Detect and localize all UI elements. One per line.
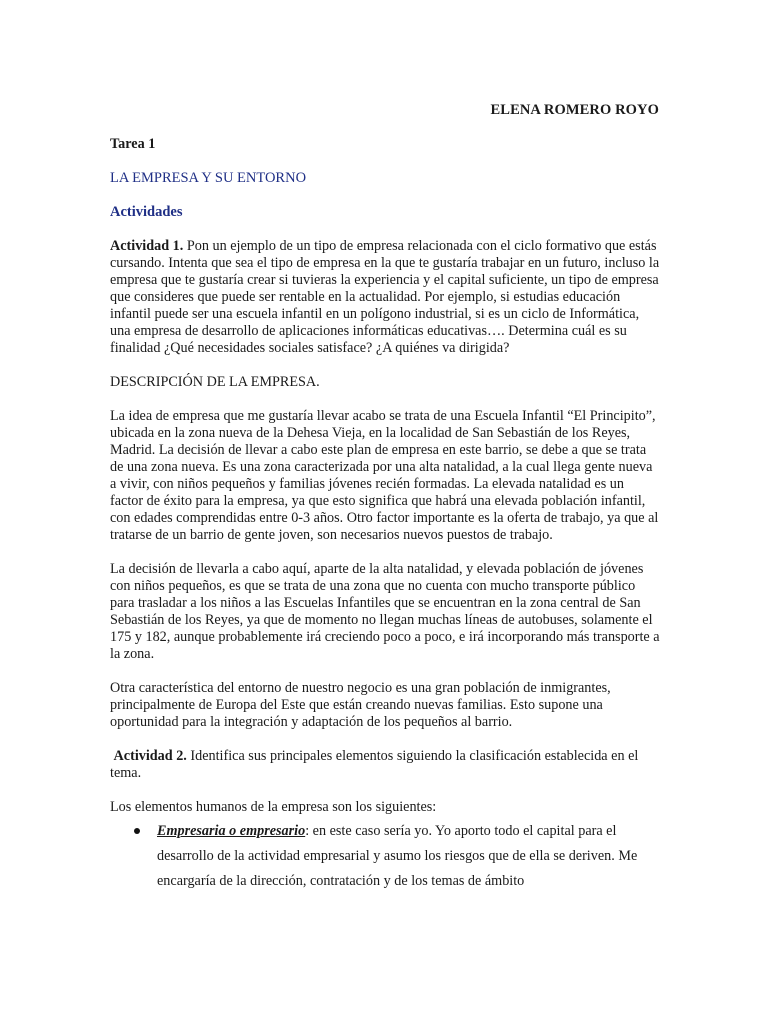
activity-1-text: Pon un ejemplo de un tipo de empresa relacionada con el ciclo formativo que estás cursando. Intenta que sea el tipo de empresa en la que te gustaría trabajar en un futuro, incluso la empresa que te gustaría crear si tuvieras la experiencia y el capital suficiente, un tipo de empresa que consideres que puede ser rentable en la actualidad. Por ejemplo, si estudias educación infantil puede ser una escuela infantil en un polígono industrial, si es un ciclo de Informática, una empresa de desarrollo de aplicaciones informáticas educativas…. Determina cuál es su finalidad ¿Qué necesidades sociales satisface? ¿A quiénes va dirigida? xyxy=(110,238,660,356)
activities-title: Actividades xyxy=(110,204,183,220)
task-label: Tarea 1 xyxy=(110,136,156,152)
body-paragraph: La decisión de llevarla a cabo aquí, aparte de la alta natalidad, y elevada población de jóvenes con niños pequeños, es que se trata de una zona que no cuenta con mucho transporte público para trasladar a los niños a las Escuelas Infantiles que se encuentran en la zona central de San Sebastián de los Reyes, ya que de momento no llegan muchas líneas de autobuses, solamente el 175 y 182, aunque probablemente irá creciendo poco a poco, e irá incorporando más transporte a la zona. xyxy=(110,561,660,662)
body-paragraph: Otra característica del entorno de nuestro negocio es una gran población de inmigrantes, principalmente de Europa del Este que están creando nuevas familias. Esto supone una oportunidad para la integración y adaptación de los pequeños al barrio. xyxy=(110,680,611,730)
activity-1-label: Actividad 1. xyxy=(110,238,184,254)
activity-2-text: Identifica sus principales elementos siguiendo la clasificación establecida en el tema. xyxy=(110,748,639,781)
body-paragraph: La idea de empresa que me gustaría llevar acabo se trata de una Escuela Infantil “El Principito”, ubicada en la zona nueva de la Dehesa Vieja, en la localidad de San Sebastián de los Reyes, Madrid. La decisión de llevar a cabo este plan de empresa en este barrio, se debe a que se trata de una zona nueva. Es una zona caracterizada por una alta natalidad, a la cual llega gente nueva a vivir, con niños pequeños y familias jóvenes recién formadas. La elevada natalidad es un factor de éxito para la empresa, ya que esto significa que habrá una elevada población infantil, con edades comprendidas entre 0-3 años. Otro factor importante es la oferta de trabajo, ya que al tratarse de un barrio de gente joven, son necesarios nuevos puestos de trabajo. xyxy=(110,408,659,543)
bullet-dot-icon xyxy=(134,828,140,834)
activity-1-paragraph xyxy=(110,238,660,357)
bullet-term: Empresaria o empresario xyxy=(157,823,306,839)
document-body xyxy=(110,136,660,894)
list-item xyxy=(110,819,660,894)
main-title: LA EMPRESA Y SU ENTORNO xyxy=(110,170,307,186)
human-elements-list xyxy=(110,819,660,894)
human-elements-intro: Los elementos humanos de la empresa son los siguientes: xyxy=(110,799,437,815)
bullet-text: : en este caso sería yo. Yo aporto todo el capital para el desarrollo de la actividad empresarial y asumo los riesgos que de ella se deriven. Me encargaría de la dirección, contratación y de los temas de ámbito xyxy=(157,823,638,889)
activity-2-paragraph xyxy=(110,748,660,782)
activity-2-label: Actividad 2. xyxy=(113,748,187,764)
author-name: ELENA ROMERO ROYO xyxy=(490,102,659,118)
description-heading: DESCRIPCIÓN DE LA EMPRESA. xyxy=(110,374,320,390)
